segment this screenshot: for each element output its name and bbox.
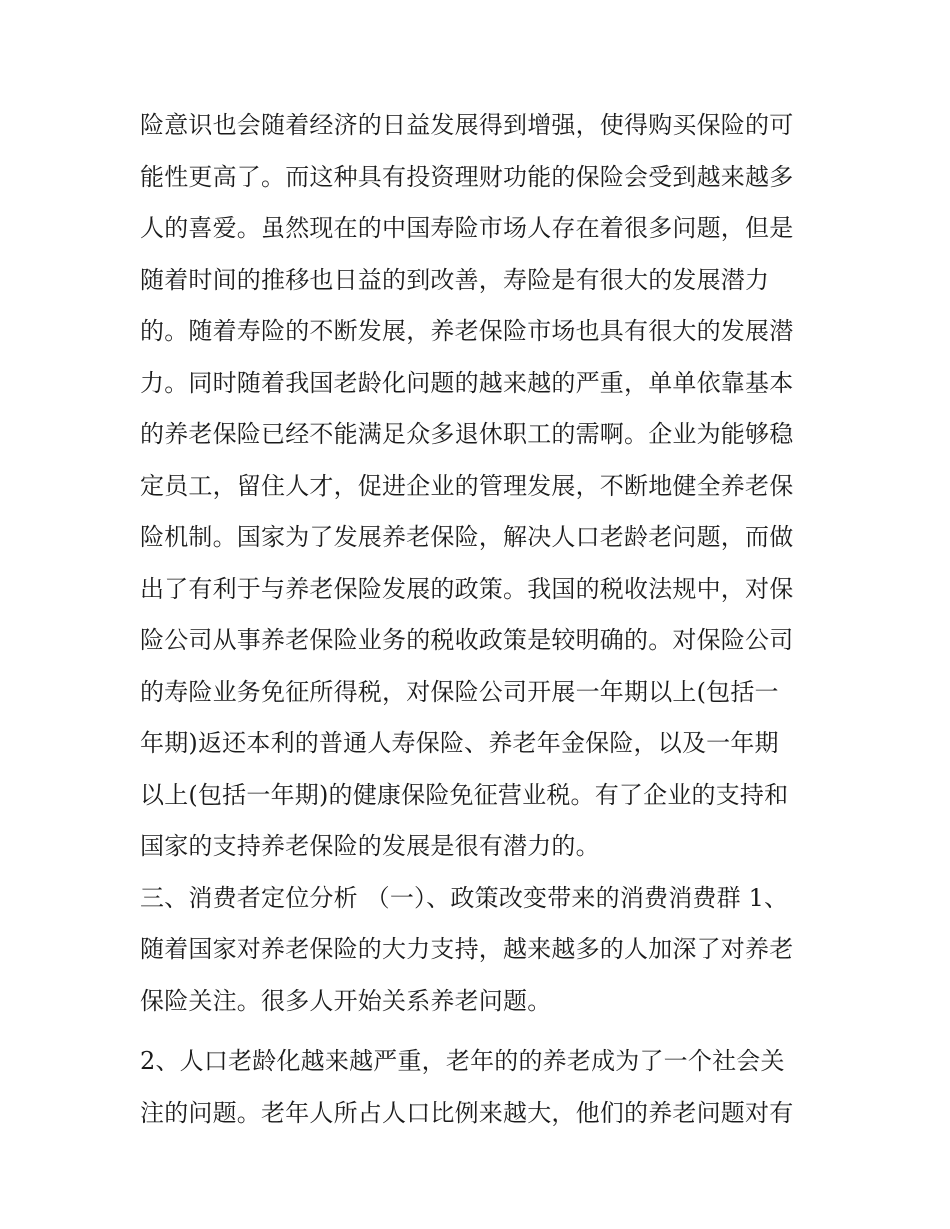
text-line: 定员工，留住人才，促进企业的管理发展，不断地健全养老保 [140, 471, 794, 500]
text-line: 力。同时随着我国老龄化问题的越来越的严重，单单依靠基本 [140, 368, 794, 397]
text-line: 险机制。国家为了发展养老保险，解决人口老龄老问题，而做 [140, 523, 794, 551]
text-line: 人的喜爱。虽然现在的中国寿险市场人存在着很多问题，但是 [140, 214, 794, 242]
text-line: 国家的支持养老保险的发展是很有潜力的。 [140, 832, 600, 860]
text-line: 险公司从事养老保险业务的税收政策是较明确的。对保险公司 [140, 626, 794, 654]
paragraph-gap [140, 1027, 840, 1036]
text-line: 随着国家对养老保险的大力支持，越来越多的人加深了对养老 [140, 935, 794, 963]
text-line: 的寿险业务免征所得税，对保险公司开展一年期以上(包括一 [140, 677, 779, 706]
text-line: 2、人口老龄化越来越严重，老年的的养老成为了一个社会关 [140, 1047, 785, 1075]
section-heading-line: 三、消费者定位分析 （一）、政策改变带来的消费消费群 1、 [140, 883, 789, 912]
text-line: 注的问题。老年人所占人口比例来越大，他们的养老问题对有 [140, 1098, 794, 1127]
text-line: 的。随着寿险的不断发展，养老保险市场也具有很大的发展潜 [140, 317, 794, 345]
text-line: 保险关注。很多人开始关系养老问题。 [140, 986, 552, 1015]
text-line: 以上(包括一年期)的健康保险免征营业税。有了企业的支持和 [140, 780, 789, 809]
text-line: 的养老保险已经不能满足众多退休职工的需啊。企业为能够稳 [140, 420, 794, 448]
text-line: 能性更高了。而这种具有投资理财功能的保险会受到越来越多 [140, 162, 794, 191]
text-line: 随着时间的推移也日益的到改善，寿险是有很大的发展潜力 [140, 265, 770, 294]
text-line: 年期)返还本利的普通人寿保险、养老年金保险，以及一年期 [140, 729, 779, 757]
body-text [140, 100, 840, 1139]
text-line: 险意识也会随着经济的日益发展得到增强，使得购买保险的可 [140, 111, 794, 139]
text-line: 出了有利于与养老保险发展的政策。我国的税收法规中，对保 [140, 574, 794, 603]
